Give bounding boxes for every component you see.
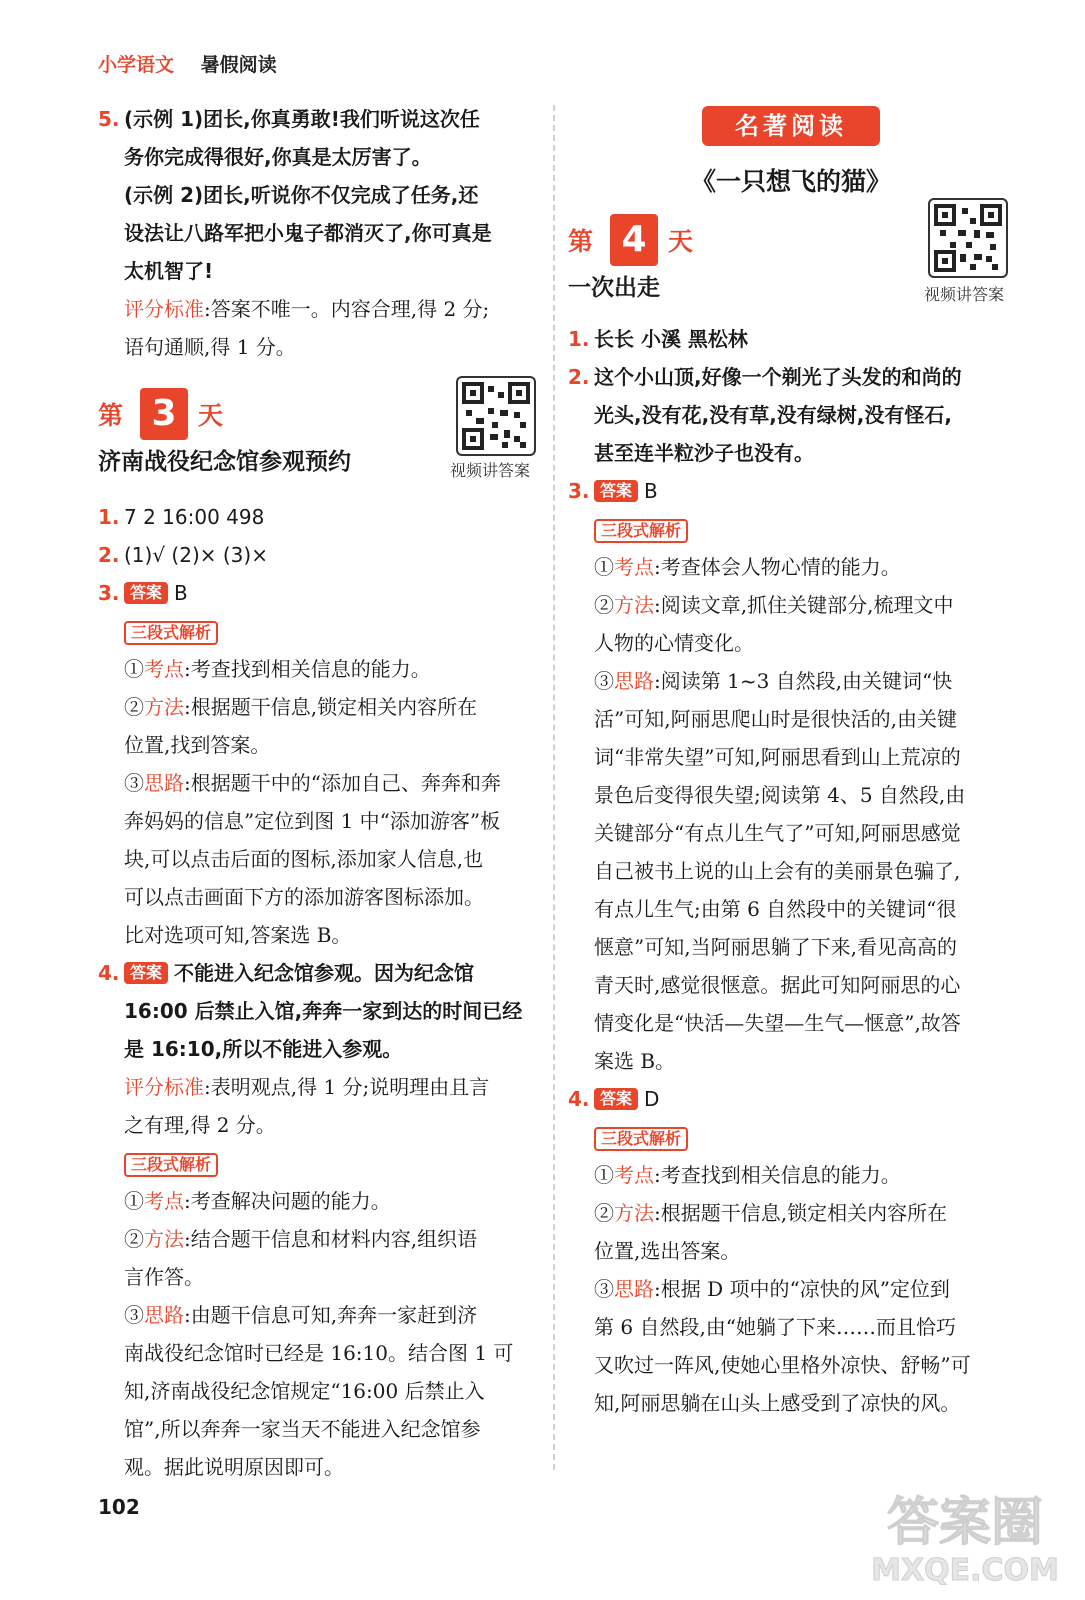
watermark-en: MXQE.COM [871, 1553, 1059, 1588]
qr-code-icon[interactable] [456, 376, 536, 456]
r-q4-silu-3: 又吹过一阵风,使她心里格外凉快、舒畅”可 [594, 1353, 971, 1377]
day4-q1: 1. 长长 小溪 黑松林 [568, 327, 748, 351]
day4-header [568, 214, 1014, 312]
qr-caption: 视频讲答案 [450, 461, 531, 480]
q5-line5: 太机智了! [124, 259, 214, 283]
day4-q3: 3. 答案 B [568, 479, 658, 503]
left-column [98, 100, 540, 1486]
answer-badge: 答案 [124, 582, 168, 604]
q5-line4: 设法让八路军把小鬼子都消灭了,你可真是 [124, 221, 492, 245]
q5-score-1: 评分标准:答案不唯一。内容合理,得 2 分; [124, 297, 490, 321]
r-q3-fangfa-1: ②方法:阅读文章,抓住关键部分,梳理文中 [594, 593, 954, 617]
q5-line2: 务你完成得很好,你真是太厉害了。 [124, 145, 432, 169]
header-series: 暑假阅读 [200, 54, 277, 76]
analysis-tag-row [568, 510, 1014, 548]
r-q4-kaodian: ①考点:考查找到相关信息的能力。 [594, 1163, 901, 1187]
analysis-tag: 三段式解析 [594, 519, 688, 543]
r-q4-fangfa-1: ②方法:根据题干信息,锁定相关内容所在 [594, 1201, 948, 1225]
answer-badge: 答案 [124, 962, 168, 984]
q4-fangfa-1: ②方法:结合题干信息和材料内容,组织语 [124, 1227, 478, 1251]
q3-silu-3: 块,可以点击后面的图标,添加家人信息,也 [124, 847, 484, 871]
analysis-tag: 三段式解析 [594, 1127, 688, 1151]
day3-q2: 2. (1)√ (2)× (3)× [98, 543, 268, 567]
r-q3-silu-6: 自己被书上说的山上会有的美丽景色骗了, [594, 859, 961, 883]
day4-title: 一次出走 [568, 274, 660, 301]
day3-q4-line3: 是 16:10,所以不能进入参观。 [124, 1037, 403, 1061]
q4-silu-4: 馆”,所以奔奔一家当天不能进入纪念馆参 [124, 1417, 481, 1441]
q4-silu-3: 知,济南战役纪念馆规定“16:00 后禁止入 [124, 1379, 485, 1403]
watermark-cn: 答案圈 [886, 1493, 1044, 1553]
q4-fangfa-2: 言作答。 [124, 1265, 204, 1289]
analysis-tag: 三段式解析 [124, 621, 218, 645]
q3-fangfa-2: 位置,找到答案。 [124, 733, 271, 757]
day3-badge: 第 3 天 [98, 388, 540, 442]
r-q3-silu-7: 有点儿生气;由第 6 自然段中的关键词“很 [594, 897, 957, 921]
r-q4-silu-2: 第 6 自然段,由“她躺了下来……而且恰巧 [594, 1315, 957, 1339]
book-title: 《一只想飞的猫》 [690, 167, 891, 196]
page-header [98, 50, 277, 77]
day3-q4-line2: 16:00 后禁止入馆,奔奔一家到达的时间已经 [124, 999, 523, 1023]
qr-caption: 视频讲答案 [924, 285, 1005, 304]
day4-q2-line3: 甚至连半粒沙子也没有。 [594, 441, 814, 465]
r-q3-silu-8: 惬意”可知,当阿丽思躺了下来,看见高高的 [594, 935, 957, 959]
r-q3-silu-10: 情变化是“快活—失望—生气—惬意”,故答 [594, 1011, 961, 1035]
analysis-tag-row [98, 1144, 540, 1182]
r-q3-kaodian: ①考点:考查体会人物心情的能力。 [594, 555, 901, 579]
day4-number: 4 [610, 214, 658, 266]
analysis-tag-row [568, 1118, 1014, 1156]
right-column [568, 100, 1014, 1422]
day3-q4-line1: 4. 答案 不能进入纪念馆参观。因为纪念馆 [98, 961, 475, 985]
q4-score-2: 之有理,得 2 分。 [124, 1113, 276, 1137]
day3-q1: 1. 7 2 16:00 498 [98, 505, 265, 529]
day4-q2-line2: 光头,没有花,没有草,没有绿树,没有怪石, [594, 403, 952, 427]
analysis-tag: 三段式解析 [124, 1153, 218, 1177]
page-number: 102 [98, 1495, 140, 1519]
r-q3-fangfa-2: 人物的心情变化。 [594, 631, 754, 655]
day3-number: 3 [140, 388, 188, 440]
answer-badge: 答案 [594, 1088, 638, 1110]
q5-line3: (示例 2)团长,听说你不仅完成了任务,还 [124, 183, 479, 207]
q4-silu-1: ③思路:由题干信息可知,奔奔一家赶到济 [124, 1303, 478, 1327]
q4-score-1: 评分标准:表明观点,得 1 分;说明理由且言 [124, 1075, 490, 1099]
r-q4-silu-4: 知,阿丽思躺在山头上感受到了凉快的风。 [594, 1391, 961, 1415]
day4-badge: 第 4 天 [568, 214, 1014, 268]
r-q3-silu-1: ③思路:阅读第 1~3 自然段,由关键词“快 [594, 669, 953, 693]
r-q3-silu-11: 案选 B。 [594, 1049, 676, 1073]
day4-q2-line1: 2. 这个小山顶,好像一个剃光了头发的和尚的 [568, 365, 962, 389]
r-q3-silu-4: 景色后变得很失望;阅读第 4、5 自然段,由 [594, 783, 966, 807]
q4-silu-5: 观。据此说明原因即可。 [124, 1455, 344, 1479]
column-divider [553, 105, 555, 1470]
analysis-tag-row [98, 612, 540, 650]
q5-score-2: 语句通顺,得 1 分。 [124, 335, 296, 359]
r-q4-silu-1: ③思路:根据 D 项中的“凉快的风”定位到 [594, 1277, 950, 1301]
q3-kaodian: ①考点:考查找到相关信息的能力。 [124, 657, 431, 681]
r-q3-silu-5: 关键部分“有点儿生气了”可知,阿丽思感觉 [594, 821, 961, 845]
r-q3-silu-9: 青天时,感觉很惬意。据此可知阿丽思的心 [594, 973, 961, 997]
day3-header [98, 388, 540, 488]
q5-line1: 5. (示例 1)团长,你真勇敢!我们听说这次任 [98, 107, 480, 131]
day4-q4: 4. 答案 D [568, 1087, 660, 1111]
q3-silu-1: ③思路:根据题干中的“添加自己、奔奔和奔 [124, 771, 501, 795]
qr-code-icon[interactable] [928, 198, 1008, 278]
r-q4-fangfa-2: 位置,选出答案。 [594, 1239, 741, 1263]
q3-silu-4: 可以点击画面下方的添加游客图标添加。 [124, 885, 484, 909]
header-subject: 小学语文 [98, 54, 175, 76]
day3-q3: 3. 答案 B [98, 581, 188, 605]
day3-title: 济南战役纪念馆参观预约 [98, 448, 351, 475]
score-label: 评分标准 [124, 297, 204, 321]
classics-reading-banner: 名著阅读 [702, 106, 880, 146]
q3-silu-5: 比对选项可知,答案选 B。 [124, 923, 352, 947]
watermark-logo [870, 1480, 1060, 1590]
r-q3-silu-2: 活”可知,阿丽思爬山时是很快活的,由关键 [594, 707, 957, 731]
q4-kaodian: ①考点:考查解决问题的能力。 [124, 1189, 391, 1213]
q4-silu-2: 南战役纪念馆时已经是 16:10。结合图 1 可 [124, 1341, 514, 1365]
answer-badge: 答案 [594, 480, 638, 502]
r-q3-silu-3: 词“非常失望”可知,阿丽思看到山上荒凉的 [594, 745, 961, 769]
q3-fangfa-1: ②方法:根据题干信息,锁定相关内容所在 [124, 695, 478, 719]
q3-silu-2: 奔妈妈的信息”定位到图 1 中“添加游客”板 [124, 809, 501, 833]
